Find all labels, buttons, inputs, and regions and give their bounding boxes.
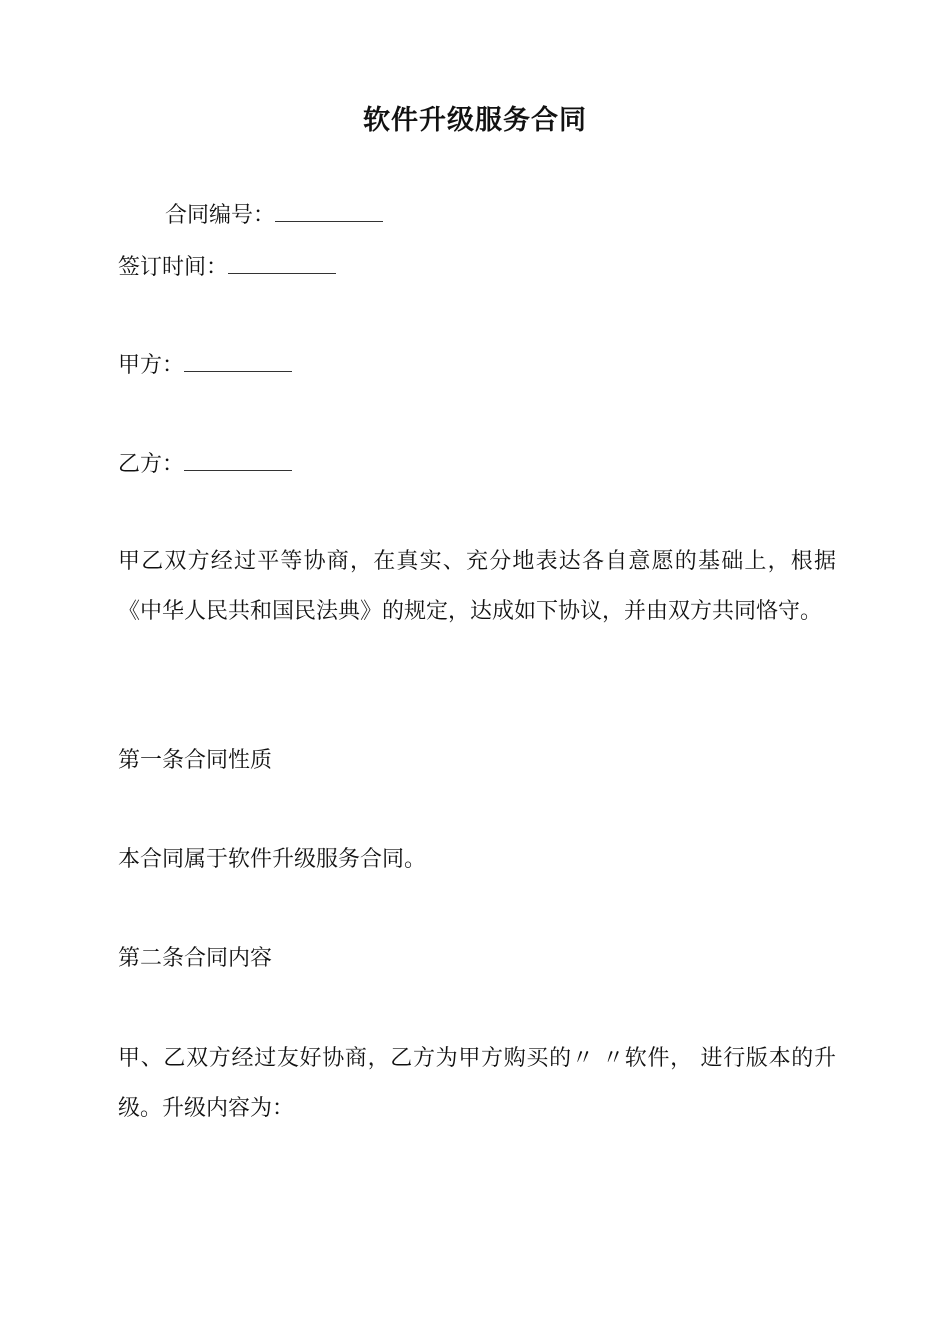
party-b-label: 乙方： <box>118 452 185 477</box>
contract-number-line <box>165 201 383 231</box>
sign-time-blank[interactable] <box>228 255 336 274</box>
contract-number-blank[interactable] <box>275 203 383 222</box>
party-b-blank[interactable] <box>184 452 292 471</box>
document-title: 软件升级服务合同 <box>363 105 587 136</box>
intro-paragraph: 甲乙双方经过平等协商，在真实、充分地表达各自意愿的基础上，根据《中华人民共和国民法典》的规定，达成如下协议，并由双方共同恪守。 <box>118 549 836 624</box>
article-1-body: 本合同属于软件升级服务合同。 <box>118 847 427 872</box>
party-a-label: 甲方： <box>118 353 185 378</box>
article-1-title: 第一条合同性质 <box>118 748 273 773</box>
party-a-blank[interactable] <box>184 353 292 372</box>
sign-time-label: 签订时间： <box>118 255 229 280</box>
article-2-body: 甲、乙双方经过友好协商，乙方为甲方购买的〃 〃软件， 进行版本的升级。升级内容为： <box>118 1046 836 1121</box>
contract-number-label: 合同编号： <box>165 203 276 228</box>
party-a-line <box>118 351 292 381</box>
article-2-title: 第二条合同内容 <box>118 946 273 971</box>
sign-time-line <box>118 253 336 283</box>
party-b-line <box>118 450 292 480</box>
